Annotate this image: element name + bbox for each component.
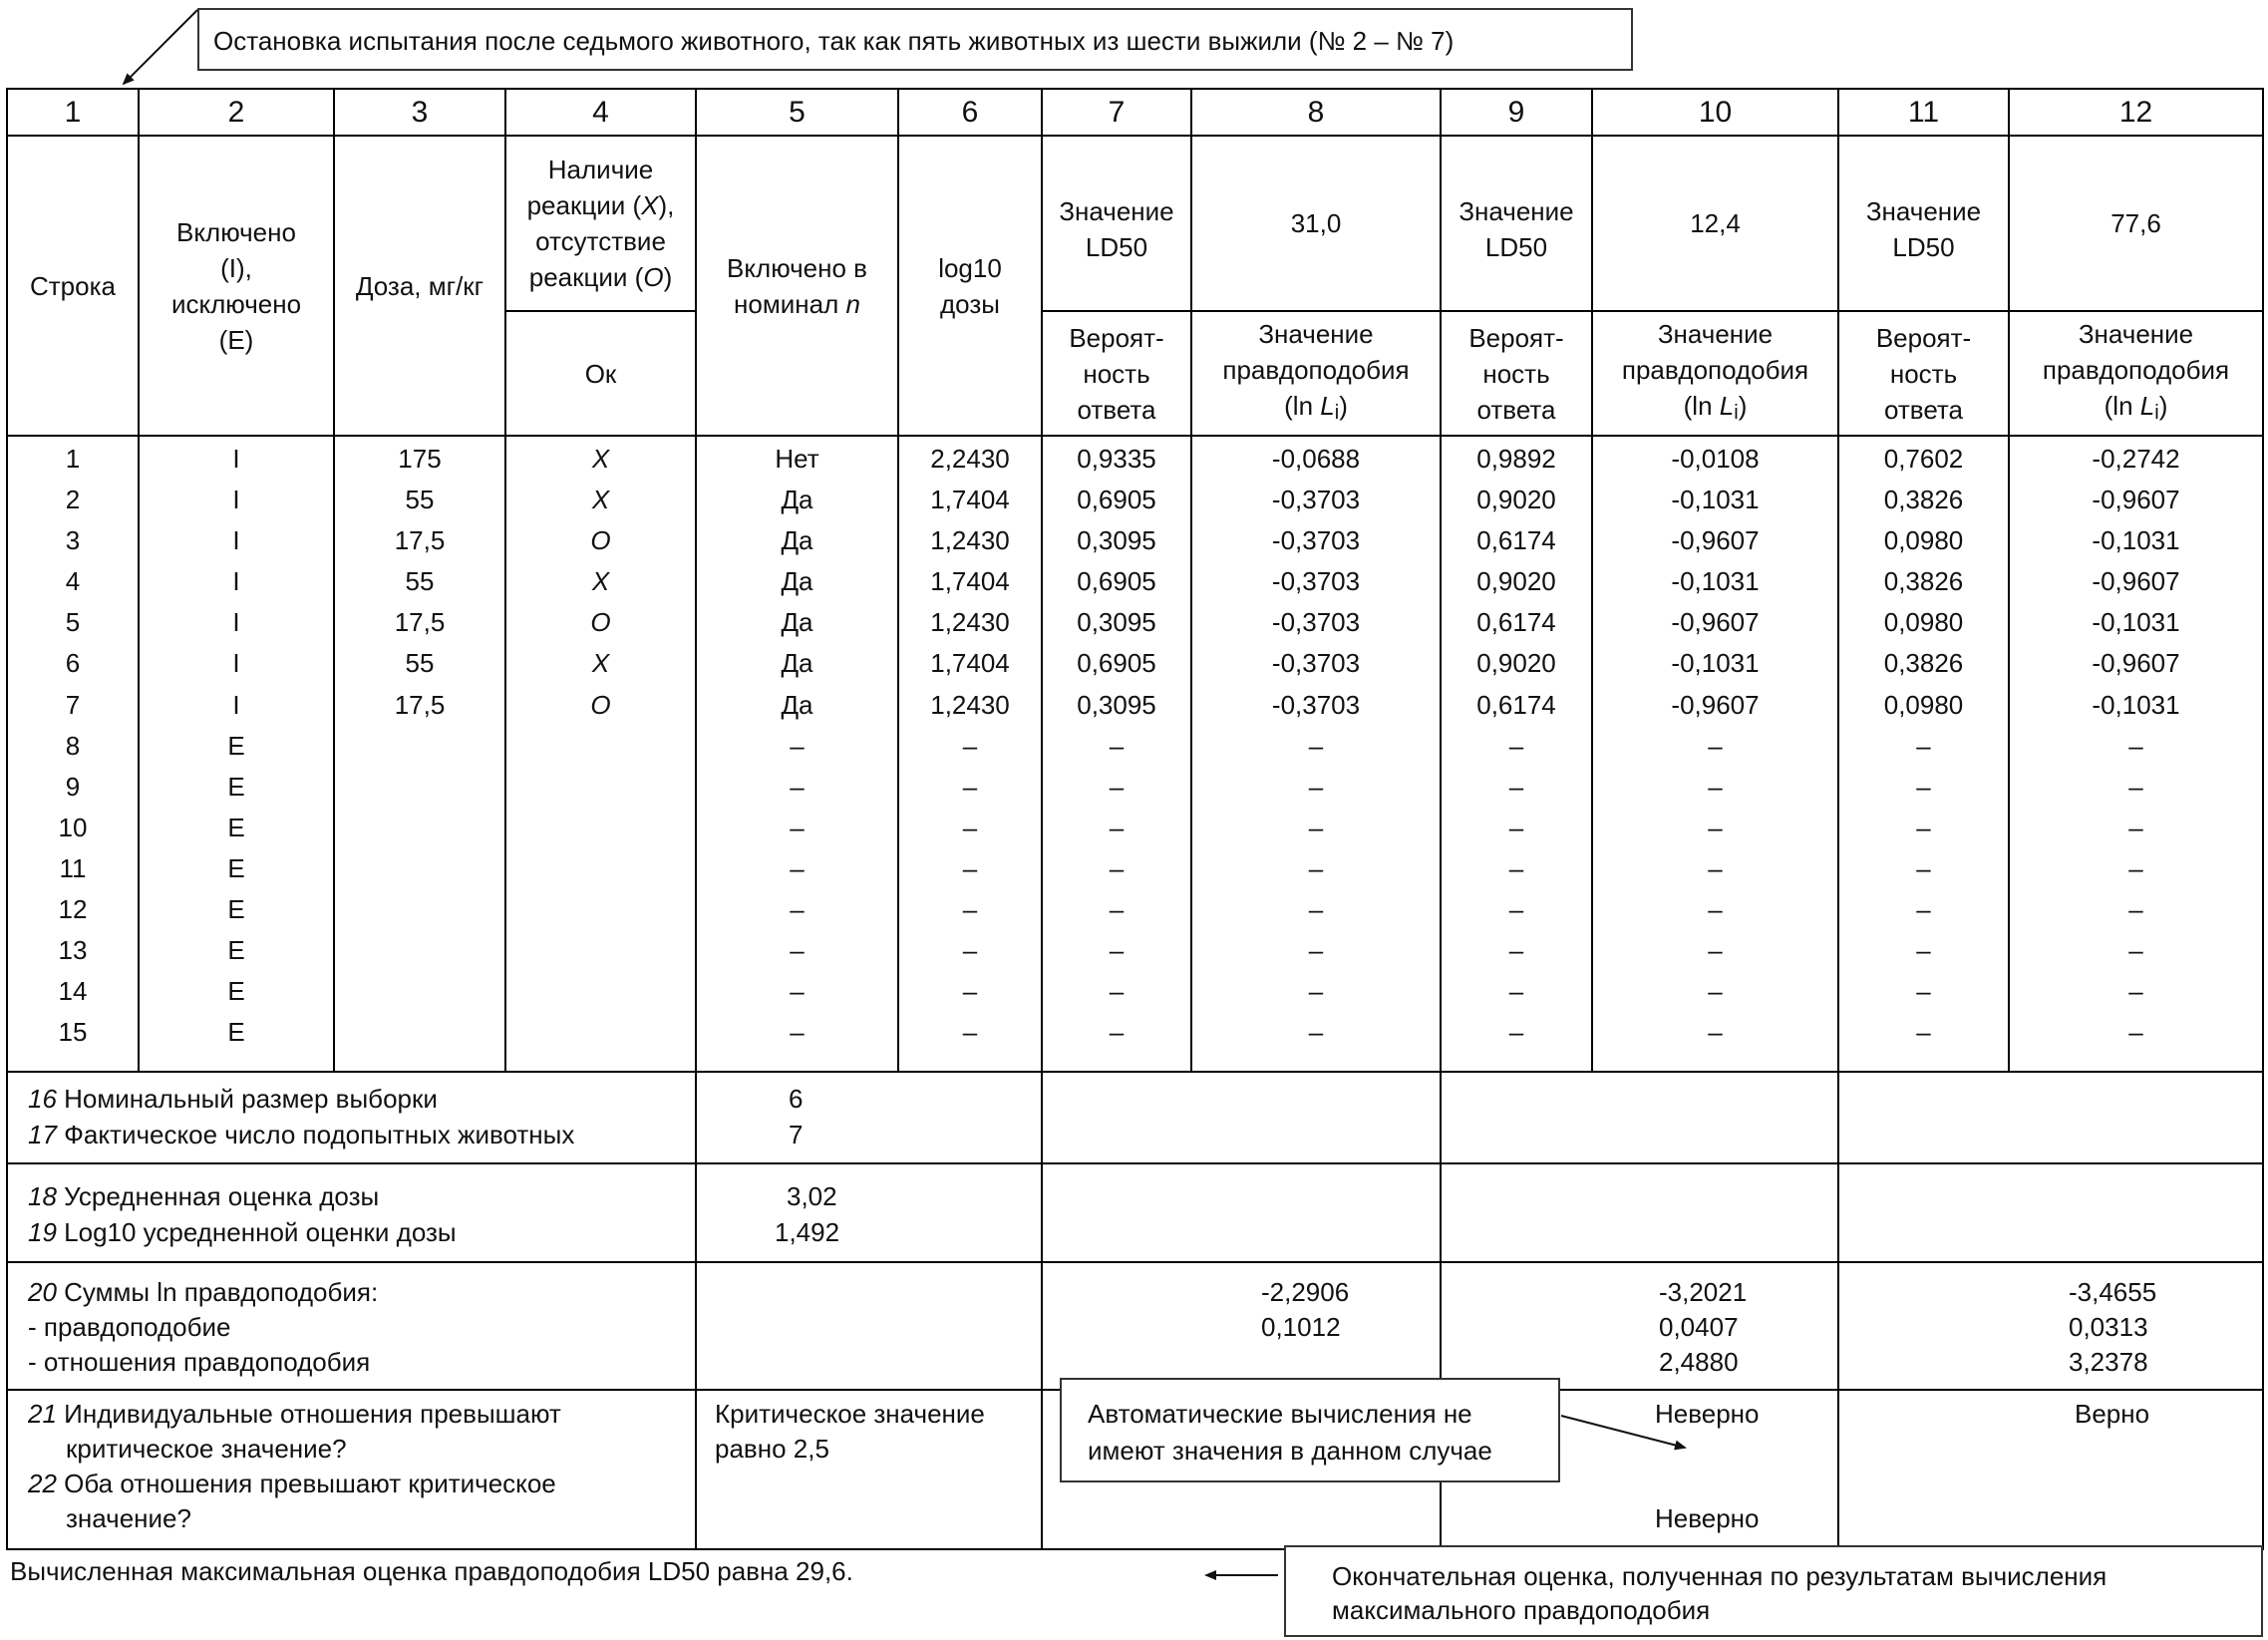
table-cell: -0,1031: [2092, 689, 2180, 720]
header-ld50-label-3: Значение LD50: [1838, 136, 2009, 311]
table-cell: 2: [65, 485, 81, 515]
col-likelihood-3: [2009, 436, 2263, 1072]
header-nominal: Включено в номинал n: [696, 136, 898, 436]
summary-label-21-22: 21 Индивидуальные отношения превышают критическое значение? 22 Оба отношения превышают критическое значение?: [7, 1390, 696, 1549]
table-cell: –: [962, 894, 978, 925]
table-cell: –: [962, 852, 978, 883]
table-cell: 3: [65, 525, 81, 556]
header-likelihood-3: Значение правдоподобия (ln $L_i$): [2009, 311, 2263, 436]
table-cell: [335, 848, 504, 889]
table-cell: -0,3703: [1271, 485, 1361, 515]
table-cell: X: [591, 485, 610, 515]
table-cell: –: [790, 771, 805, 802]
table-cell: –: [1916, 730, 1931, 761]
table-cell: E: [227, 976, 245, 1007]
table-cell: –: [2128, 976, 2143, 1007]
table-cell: E: [227, 894, 245, 925]
table-cell: 0,6174: [1476, 525, 1556, 556]
summary-label-16-17: 16 Номинальный размер выборки 17 Фактическое число подопытных животных: [7, 1072, 696, 1163]
table-cell: -0,3703: [1271, 525, 1361, 556]
table-cell: –: [790, 894, 805, 925]
table-cell: -0,3703: [1271, 648, 1361, 679]
summary-row-dose-estimate: [7, 1163, 2263, 1262]
table-cell: –: [1109, 771, 1125, 802]
table-cell: [506, 930, 695, 971]
table-cell: –: [1508, 1017, 1524, 1048]
table-cell: –: [2128, 935, 2143, 966]
table-cell: -0,1031: [1671, 648, 1760, 679]
table-cell: I: [232, 607, 240, 638]
critical-results-ld50-3: Верно: [1838, 1390, 2263, 1549]
summary-row-sample-size: [7, 1072, 2263, 1163]
table-cell: [335, 971, 504, 1012]
table-cell: –: [962, 976, 978, 1007]
table-cell: [506, 808, 695, 848]
table-cell: E: [227, 771, 245, 802]
table-cell: –: [790, 852, 805, 883]
summary-value-16-17: 6 7: [696, 1072, 1042, 1163]
table-cell: –: [2128, 771, 2143, 802]
top-callout-arrow: [124, 10, 197, 84]
table-cell: 0,6174: [1476, 689, 1556, 720]
table-cell: 8: [65, 730, 81, 761]
table-cell: 55: [405, 566, 435, 597]
table-cell: –: [1916, 976, 1931, 1007]
table-cell: –: [1308, 771, 1324, 802]
table-cell: [335, 930, 504, 971]
col-number: 1: [7, 89, 139, 136]
table-cell: 4: [65, 566, 81, 597]
table-cell: –: [2128, 852, 2143, 883]
table-cell: 0,9335: [1077, 444, 1156, 474]
table-cell: -0,9607: [2092, 648, 2180, 679]
table-cell: –: [1508, 976, 1524, 1007]
table-cell: -0,9607: [2092, 485, 2180, 515]
table-cell: 11: [59, 852, 87, 883]
table-cell: -0,9607: [2092, 566, 2180, 597]
col-log-dose: [898, 436, 1042, 1072]
table-cell: [335, 808, 504, 848]
table-cell: 0,0980: [1883, 525, 1964, 556]
final-estimate-note: Окончательная оценка, полученная по результатам вычисления максимального правдоподобия: [1284, 1545, 2263, 1637]
table-cell: 0,3095: [1077, 607, 1156, 638]
table-cell: –: [1708, 1017, 1723, 1048]
col-probability-3: [1838, 436, 2009, 1072]
table-cell: I: [232, 648, 240, 679]
automatic-calc-note: Автоматические вычисления не имеют значения в данном случае: [1060, 1378, 1560, 1482]
summary-value-18-19: 3,02 1,492: [696, 1163, 1042, 1262]
table-cell: I: [232, 485, 240, 515]
table-cell: -0,2742: [2092, 444, 2180, 474]
table-cell: –: [1508, 771, 1524, 802]
table-cell: Нет: [775, 444, 819, 474]
table-cell: –: [1708, 771, 1723, 802]
table-cell: –: [1308, 1017, 1324, 1048]
table-cell: 0,3095: [1077, 525, 1156, 556]
header-probability-3: Вероят- ность ответа: [1838, 311, 2009, 436]
ld50-calculation-table: [6, 88, 2264, 1550]
summary-row-likelihood-sums: [7, 1262, 2263, 1390]
table-cell: –: [1308, 894, 1324, 925]
summary-label-20: 20 Суммы ln правдоподобия: - правдоподобие - отношения правдоподобия: [7, 1262, 696, 1390]
table-cell: –: [962, 1017, 978, 1048]
table-cell: -0,9607: [1671, 525, 1760, 556]
table-cell: 55: [405, 485, 435, 515]
table-cell: 0,3826: [1883, 648, 1964, 679]
header-likelihood-1: Значение правдоподобия (ln $L_i$): [1191, 311, 1441, 436]
header-ld50-label-2: Значение LD50: [1441, 136, 1592, 311]
table-cell: 0,6174: [1476, 607, 1556, 638]
col-number: 9: [1441, 89, 1592, 136]
table-cell: -0,3703: [1271, 607, 1361, 638]
table-cell: O: [590, 525, 611, 556]
table-cell: –: [790, 976, 805, 1007]
data-rows-block: [7, 436, 2263, 1072]
table-cell: –: [1708, 730, 1723, 761]
table-cell: Да: [781, 648, 813, 679]
table-cell: 0,3095: [1077, 689, 1156, 720]
table-cell: 0,0980: [1883, 607, 1964, 638]
table-cell: [506, 889, 695, 930]
table-cell: I: [232, 689, 240, 720]
table-cell: –: [1708, 976, 1723, 1007]
col-number: 10: [1592, 89, 1838, 136]
col-dose: [334, 436, 505, 1072]
table-cell: -0,3703: [1271, 566, 1361, 597]
header-row-top: [7, 136, 2263, 311]
col-nominal: [696, 436, 898, 1072]
table-cell: 10: [58, 812, 88, 842]
table-cell: [506, 726, 695, 767]
table-cell: 0,9020: [1476, 485, 1556, 515]
table-cell: –: [1916, 935, 1931, 966]
header-reaction: Наличие реакции (X), отсутствие реакции (O): [505, 136, 696, 311]
table-cell: E: [227, 935, 245, 966]
table-cell: I: [232, 566, 240, 597]
final-ld50-statement: Вычисленная максимальная оценка правдоподобия LD50 равна 29,6.: [10, 1556, 853, 1586]
col-likelihood-1: [1191, 436, 1441, 1072]
critical-value-note: Критическое значение равно 2,5: [696, 1390, 1042, 1549]
table-cell: 0,6905: [1077, 485, 1156, 515]
table-cell: –: [1308, 730, 1324, 761]
table-cell: X: [591, 566, 610, 597]
header-ok: Ок: [505, 311, 696, 436]
table-cell: –: [2128, 812, 2143, 842]
table-cell: [506, 971, 695, 1012]
table-cell: 17,5: [394, 607, 446, 638]
table-cell: 9: [65, 771, 81, 802]
header-ld50-value-2: 12,4: [1592, 136, 1838, 311]
table-cell: 6: [65, 648, 81, 679]
table-cell: 1: [65, 444, 81, 474]
header-ld50-label-1: Значение LD50: [1042, 136, 1191, 311]
table-cell: 1,2430: [930, 607, 1010, 638]
table-cell: -0,1031: [1671, 566, 1760, 597]
table-cell: 1,7404: [930, 648, 1010, 679]
table-cell: -0,0688: [1271, 444, 1361, 474]
table-cell: [335, 1012, 504, 1053]
table-cell: –: [1308, 935, 1324, 966]
table-cell: –: [2128, 894, 2143, 925]
table-cell: 0,7602: [1883, 444, 1964, 474]
table-cell: –: [1109, 935, 1125, 966]
table-cell: 2,2430: [930, 444, 1010, 474]
table-cell: -0,1031: [2092, 607, 2180, 638]
table-cell: Да: [781, 607, 813, 638]
table-cell: 0,6905: [1077, 566, 1156, 597]
table-cell: -0,1031: [2092, 525, 2180, 556]
header-ld50-value-1: 31,0: [1191, 136, 1441, 311]
table-cell: 0,6905: [1077, 648, 1156, 679]
col-number: 5: [696, 89, 898, 136]
col-number: 8: [1191, 89, 1441, 136]
table-cell: –: [1109, 730, 1125, 761]
table-cell: –: [1916, 852, 1931, 883]
table-cell: 17,5: [394, 689, 446, 720]
table-cell: O: [590, 689, 611, 720]
table-cell: X: [591, 444, 610, 474]
table-cell: [506, 767, 695, 808]
table-cell: –: [1508, 935, 1524, 966]
table-cell: 1,2430: [930, 689, 1010, 720]
table-cell: [335, 726, 504, 767]
table-cell: 55: [405, 648, 435, 679]
table-cell: –: [1708, 935, 1723, 966]
table-cell: -0,9607: [1671, 689, 1760, 720]
table-cell: Да: [781, 566, 813, 597]
table-cell: –: [1708, 812, 1723, 842]
table-cell: 0,0980: [1883, 689, 1964, 720]
table-cell: 7: [65, 689, 81, 720]
table-cell: 0,9892: [1476, 444, 1556, 474]
col-response: [505, 436, 696, 1072]
header-row-label: Строка: [7, 136, 139, 436]
table-cell: [335, 889, 504, 930]
table-cell: 1,2430: [930, 525, 1010, 556]
table-cell: 14: [58, 976, 88, 1007]
table-cell: –: [1708, 894, 1723, 925]
table-cell: E: [227, 812, 245, 842]
table-cell: –: [962, 812, 978, 842]
col-number: 11: [1838, 89, 2009, 136]
table-cell: E: [227, 1017, 245, 1048]
table-cell: 17,5: [394, 525, 446, 556]
col-number: 6: [898, 89, 1042, 136]
table-cell: –: [962, 935, 978, 966]
table-cell: –: [2128, 730, 2143, 761]
table-cell: E: [227, 730, 245, 761]
table-cell: –: [790, 1017, 805, 1048]
col-included: [139, 436, 334, 1072]
table-cell: –: [1308, 852, 1324, 883]
likelihood-sums-ld50-3: -3,4655 0,0313 3,2378: [1838, 1262, 2263, 1390]
table-cell: -0,9607: [1671, 607, 1760, 638]
table-cell: [506, 1012, 695, 1053]
table-cell: 1,7404: [930, 485, 1010, 515]
table-cell: 0,3826: [1883, 485, 1964, 515]
table-cell: 0,9020: [1476, 648, 1556, 679]
header-probability-1: Вероят- ность ответа: [1042, 311, 1191, 436]
likelihood-sums-ld50-2: -3,2021 0,0407 2,4880: [1441, 1262, 1838, 1390]
table-cell: [506, 848, 695, 889]
col-probability-2: [1441, 436, 1592, 1072]
table-cell: X: [591, 648, 610, 679]
header-ld50-value-3: 77,6: [2009, 136, 2263, 311]
table-cell: Да: [781, 485, 813, 515]
summary-label-18-19: 18 Усредненная оценка дозы 19 Log10 усредненной оценки дозы: [7, 1163, 696, 1262]
table-cell: E: [227, 852, 245, 883]
table-cell: –: [962, 771, 978, 802]
top-callout-text: Остановка испытания после седьмого животного, так как пять животных из шести выжили (№ 2 – № 7): [213, 26, 1455, 56]
table-cell: –: [1109, 894, 1125, 925]
col-number: 7: [1042, 89, 1191, 136]
table-cell: 175: [398, 444, 442, 474]
likelihood-sums-ld50-1: -2,2906 0,1012: [1042, 1262, 1441, 1390]
table-cell: I: [232, 444, 240, 474]
table-cell: –: [1916, 771, 1931, 802]
table-cell: –: [1508, 894, 1524, 925]
col-likelihood-2: [1592, 436, 1838, 1072]
header-probability-2: Вероят- ность ответа: [1441, 311, 1592, 436]
critical-results-ld50-2: Неверно Неверно: [1441, 1390, 1838, 1549]
col-number: 2: [139, 89, 334, 136]
table-cell: Да: [781, 525, 813, 556]
table-cell: 0,3826: [1883, 566, 1964, 597]
table-cell: –: [790, 730, 805, 761]
table-cell: –: [1109, 852, 1125, 883]
table-cell: –: [1916, 1017, 1931, 1048]
col-number: 4: [505, 89, 696, 136]
table-cell: –: [1109, 1017, 1125, 1048]
col-number: 3: [334, 89, 505, 136]
table-cell: I: [232, 525, 240, 556]
table-cell: –: [1916, 812, 1931, 842]
table-cell: –: [1508, 852, 1524, 883]
header-log-dose: log10 дозы: [898, 136, 1042, 436]
table-cell: –: [1916, 894, 1931, 925]
col-number: 12: [2009, 89, 2263, 136]
table-cell: O: [590, 607, 611, 638]
table-cell: -0,3703: [1271, 689, 1361, 720]
table-cell: –: [1109, 976, 1125, 1007]
table-cell: –: [962, 730, 978, 761]
table-cell: 13: [58, 935, 88, 966]
table-cell: 15: [58, 1017, 88, 1048]
table-cell: -0,0108: [1671, 444, 1760, 474]
col-row-number: [7, 436, 139, 1072]
header-dose: Доза, мг/кг: [334, 136, 505, 436]
table-cell: –: [790, 812, 805, 842]
table-cell: –: [2128, 1017, 2143, 1048]
table-cell: –: [1508, 730, 1524, 761]
table-cell: 1,7404: [930, 566, 1010, 597]
table-cell: 5: [65, 607, 81, 638]
header-likelihood-2: Значение правдоподобия (ln $L_i$): [1592, 311, 1838, 436]
table-cell: [335, 767, 504, 808]
table-cell: –: [1708, 852, 1723, 883]
table-cell: –: [1109, 812, 1125, 842]
table-cell: 0,9020: [1476, 566, 1556, 597]
header-included-excluded: Включено (I), исключено (E): [139, 136, 334, 436]
column-number-row: [7, 89, 2263, 136]
table-cell: –: [790, 935, 805, 966]
table-cell: –: [1308, 976, 1324, 1007]
table-cell: Да: [781, 689, 813, 720]
table-cell: –: [1508, 812, 1524, 842]
table-cell: 12: [58, 894, 88, 925]
table-cell: –: [1308, 812, 1324, 842]
table-cell: -0,1031: [1671, 485, 1760, 515]
col-probability-1: [1042, 436, 1191, 1072]
